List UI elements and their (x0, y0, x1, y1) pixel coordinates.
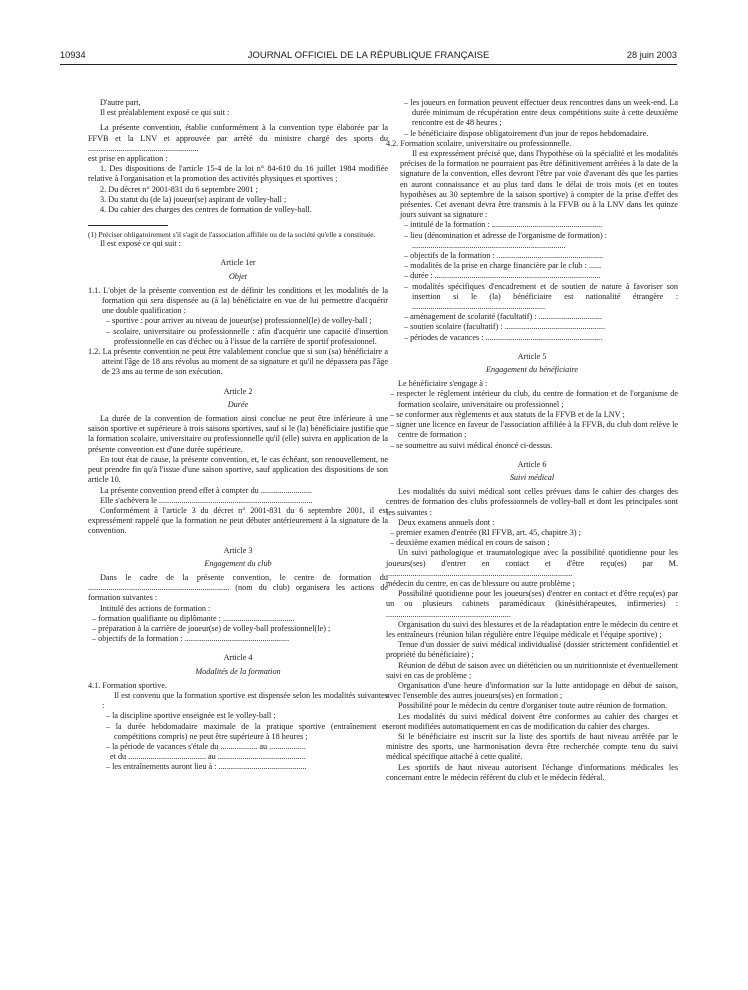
article-title: Article 2 (223, 386, 253, 396)
paragraph: Il est préalablement exposé ce qui suit : (100, 108, 230, 118)
list-item: – modalités de la prise en charge financière par le club : ...... (404, 261, 602, 271)
article-title: Article 3 (223, 545, 253, 555)
list-item: – durée : ................................................................................. (404, 271, 601, 281)
paragraph: D'autre part, (100, 98, 141, 107)
list-item: 1. Des dispositions de l'article 15-4 de la loi n° 84-610 du 16 juillet 1984 modifiée relative à l'organisation et la promotion des activités physiques et sportives ; (88, 164, 388, 184)
paragraph: médecin du centre, en cas de blessure ou autre problème ; (386, 578, 575, 588)
list-item: – la durée hebdomadaire maximale de la pratique sportive (entraînement et compétitions compris) ne peut être supérieure à 18 heures ; (106, 721, 388, 741)
paragraph: 1.1. L'objet de la présente convention est de définir les conditions et les modalités de la formation qui sera dispensée au (à la) bénéficiaire en vue de lui permettre d'acquérir une double qualification : (88, 285, 388, 316)
paragraph: Réunion de début de saison avec un diététicien ou un nutritionniste et éventuellement suivi en cas de problème ; (386, 660, 678, 680)
footnote-rule (88, 225, 168, 226)
paragraph: Intitulé des actions de formation : (100, 603, 211, 613)
list-item: – sportive : pour arriver au niveau de joueur(se) professionnel(le) de volley-ball ; (106, 316, 372, 326)
list-item: – intitulé de la formation : ...................................................... (404, 220, 603, 230)
article-subtitle: Modalités de la formation (195, 666, 281, 676)
paragraph: est prise en application : (88, 154, 168, 164)
paragraph: 1.2. La présente convention ne peut être valablement conclue que si son (sa) bénéficiaire a atteint l'âge de 18 ans révolus au moment de sa signature et qu'il ne dépassera pas l'âge de 23 ans au terme de son exécution. (88, 347, 388, 377)
paragraph: Les modalités du suivi médical doivent être conformes au cahier des charges et seront modifiées automatiquement en cas de modification du cahier des charges. (386, 711, 678, 731)
paragraph: Il est expressément précisé que, dans l'hypothèse où la spécialité et les modalités précises de la formation ne pourraient pas être définitivement arrêtées à la date de la signature de la convention, elles devront l'être par voie d'avenant dès que les parties en auront connaissance et au plus tard dans le délai de trois mois (et en toutes hypothèses au 30 septembre de la saison sportive) à compter de la prise d'effet des présentes. Cet avenant devra être transmis à la FFVB ou à la LNV dans les quinze jours suivant sa signature : (400, 149, 678, 220)
list-item: – respecter le règlement intérieur du club, du centre de formation et de l'organisme de formation scolaire, universitaire ou professionnel ; (390, 389, 678, 409)
list-item: – premier examen d'entrée (RI FFVB, art. 45, chapitre 3) ; (390, 527, 581, 537)
section-heading: 4.2. Formation scolaire, universitaire ou professionnelle. (386, 138, 572, 148)
paragraph: Conformément à l'article 3 du décret n° 2001-831 du 6 septembre 2001, il est expressément rappelé que la formation ne peut débuter antérieurement à la signature de la convention. (88, 505, 388, 536)
list-item: 4. Du cahier des charges des centres de formation de volley-ball. (100, 205, 312, 215)
page-header (60, 50, 677, 64)
paragraph: Les sportifs de haut niveau autorisent l'échange d'informations médicales les concernant entre le médecin référent du club et le médecin fédéral. (386, 762, 678, 782)
list-item: – les entraînements auront lieu à : ........................................... (106, 762, 307, 772)
paragraph: Il est convenu que la formation sportive est dispensée selon les modalités suivantes : (102, 690, 388, 711)
right-column (386, 98, 678, 783)
list-item: – aménagement de scolarité (facultatif) : ............................... (404, 312, 603, 322)
footnote: (1) Préciser obligatoirement s'il s'agit de l'association affiliée ou de la société qu'elle a constituée. (88, 230, 376, 240)
paragraph: Il est exposé ce qui suit : (100, 239, 181, 249)
article-subtitle: Suivi médical (509, 472, 555, 482)
paragraph: Un suivi pathologique et traumatologique avec la possibilité quotidienne pour les joueurs(ses) d'entrer en contact et d'être reçu(es) par M. ........................................................................................... (386, 548, 678, 578)
list-item: – se conformer aux règlements et aux statuts de la FFVB et de la LNV ; (390, 409, 625, 419)
article-subtitle: Engagement du bénéficiaire (485, 365, 578, 375)
paragraph: Elle s'achèvera le ........................................................................... (100, 495, 313, 505)
section-heading: 4.1. Formation sportive. (88, 680, 167, 690)
paragraph: Le bénéficiaire s'engage à : (398, 379, 488, 389)
paragraph: Deux examens annuels dont : (398, 517, 495, 527)
list-item: – lieu (dénomination et adresse de l'organisme de formation) : ........................................................................... (404, 230, 607, 250)
article-title: Article 5 (517, 351, 547, 361)
paragraph: La présente convention prend effet à compter du ......................... (100, 485, 312, 495)
article-subtitle: Engagement du club (204, 558, 272, 568)
list-item: – signer une licence en faveur de l'association affiliée à la FFVB, du club dont relève le centre de formation ; (390, 420, 678, 440)
list-item: 3. Du statut du (de la) joueur(se) aspirant de volley-ball ; (100, 194, 287, 204)
page-number: 10934 (60, 50, 86, 60)
paragraph: Organisation d'une heure d'information sur la lutte antidopage en début de saison, avec l'ensemble des autres joueurs(ses) en formation ; (386, 680, 678, 701)
article-title: Article 1er (220, 258, 256, 268)
header-rule (60, 64, 677, 65)
article-subtitle: Objet (228, 271, 248, 281)
paragraph: Tenue d'un dossier de suivi médical individualisé (dossier strictement confidentiel et propriété du bénéficiaire) ; (386, 640, 678, 660)
list-item: – les joueurs en formation peuvent effectuer deux rencontres dans un week-end. La durée minimum de récupération entre deux compétitions suite à cette deuxième rencontre est de 48 heures ; (404, 98, 678, 128)
paragraph: Possibilité quotidienne pour les joueurs(ses) d'entrer en contact et d'être reçu(es) par un ou plusieurs cabinets paramédicaux (kinésithérapeutes, infirmeries) : ............................................................. (386, 589, 678, 619)
paragraph: Organisation du suivi des blessures et de la réadaptation entre le médecin du centre et les entraîneurs (réunion bilan régulière entre l'équipe médicale et l'équipe sportive) ; (386, 619, 678, 639)
list-item: – le bénéficiaire dispose obligatoirement d'un jour de repos hebdomadaire. (404, 128, 649, 138)
paragraph: Possibilité pour le médecin du centre d'organiser toute autre réunion de formation. (398, 701, 668, 711)
list-item: – deuxième examen médical en cours de saison ; (390, 538, 550, 548)
list-item: – scolaire, universitaire ou professionnelle : afin d'acquérir une capacité d'insertion professionnelle en cas d'échec ou à l'issue de la carrière de sportif professionnel. (106, 326, 388, 346)
list-item: – soutien scolaire (facultatif) : ................................................. (404, 322, 606, 332)
article-title: Article 6 (517, 459, 547, 469)
paragraph: Si le bénéficiaire est inscrit sur la liste des sportifs de haut niveau arrêtée par le ministre des sports, une harmonisation devra être recherchée compte tenu du suivi médical spécifique attaché à cette qualité. (386, 731, 678, 762)
list-item: – objectifs de la formation : ................................................... (92, 634, 290, 644)
paragraph: La durée de la convention de formation ainsi conclue ne peut être inférieure à une saison sportive et supérieure à trois saisons sportives, sauf si le (la) bénéficiaire justifie que la formation scolaire, universitaire ou professionnelle qu'il (elle) suivra en application de la présente convention est d'une durée supérieure. (88, 414, 388, 454)
list-item: – préparation à la carrière de joueur(se) de volley-ball professionnel(le) ; (92, 623, 331, 633)
article-subtitle: Durée (227, 399, 249, 409)
paragraph: Les modalités du suivi médical sont celles prévues dans le cahier des charges des centres de formation des clubs professionnels de volley-ball et dont les principales sont les suivantes : (386, 487, 678, 517)
list-item: – périodes de vacances : ......................................................... (404, 332, 603, 342)
list-item: – objectifs de la formation : .................................................... (404, 251, 604, 261)
paragraph: La présente convention, établie conformément à la convention type élaborée par la FFVB et la LNV et approuvée par arrêté du ministre chargé des sports du ...................................................... (88, 123, 388, 153)
list-item-continuation: et du ...................................... au ........................................... (110, 752, 306, 762)
journal-title: JOURNAL OFFICIEL DE LA RÉPUBLIQUE FRANÇAISE (247, 50, 490, 61)
list-item: – la période de vacances s'étale du .................. au .................. (106, 741, 306, 751)
list-item: – la discipline sportive enseignée est le volley-ball ; (106, 711, 276, 721)
list-item: 2. Du décret n° 2001-831 du 6 septembre 2001 ; (100, 184, 258, 194)
publication-date: 28 juin 2003 (626, 50, 677, 60)
article-title: Article 4 (223, 653, 253, 663)
paragraph: En tout état de cause, la présente convention, et, le cas échéant, son renouvellement, ne peut prendre fin qu'à l'issue d'une saison sportive, sauf application des dispositions de son article 10. (88, 454, 388, 485)
list-item: – formation qualifiante ou diplômante : ................................... (92, 613, 295, 623)
list-item: – modalités spécifiques d'encadrement et de soutien de nature à favoriser son insertion si le (la) bénéficiaire est nationalité étrangère : ................................................................. (404, 281, 678, 312)
list-item: – se soumettre au suivi médical énoncé ci-dessus. (390, 440, 553, 450)
left-column (88, 98, 388, 773)
paragraph: Dans le cadre de la présente convention, le centre de formation du ..................................................................... (nom du club) organisera les actions de formation suivantes : (88, 572, 388, 603)
